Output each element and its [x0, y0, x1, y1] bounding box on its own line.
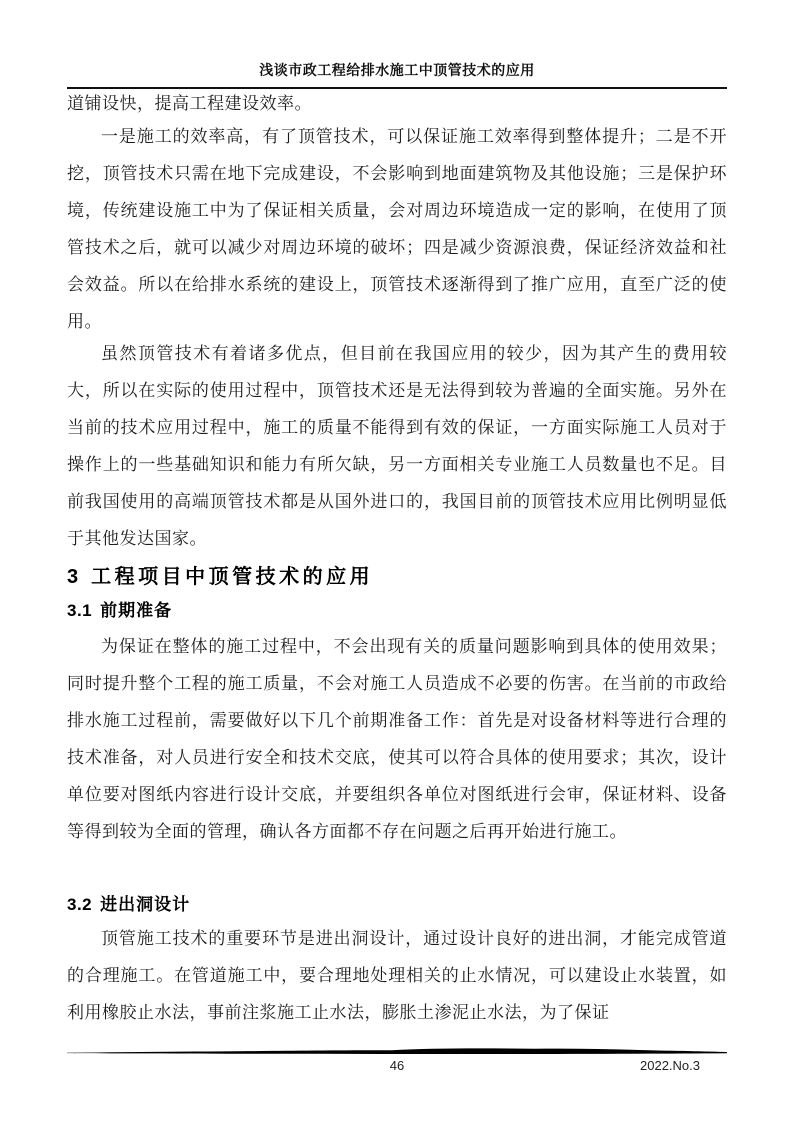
section-heading-3: [67, 560, 727, 589]
paragraph-preparation: 为保证在整体的施工过程中，不会出现有关的质量问题影响到具体的使用效果；同时提升整个工程的施工质量，不会对施工人员造成不必要的伤害。在当前的市政给排水施工过程前，需要做好以下几个前期准备工作：首先是对设备材料等进行合理的技术准备，对人员进行安全和技术交底，使其可以符合具体的使用要求；其次，设计单位要对图纸内容进行设计交底，并要组织各单位对图纸进行会审，保证材料、设备等得到较为全面的管理，确认各方面都不存在问题之后再开始进行施工。: [67, 637, 727, 841]
subsection-title: 进出洞设计: [100, 895, 191, 914]
section-title: 工程项目中顶管技术的应用: [91, 566, 374, 588]
subsection-title: 前期准备: [100, 601, 173, 620]
footer-rule: [67, 1046, 727, 1056]
paragraph-limitations: 虽然顶管技术有着诸多优点，但目前在我国应用的较少，因为其产生的费用较大，所以在实际的使用过程中，顶管技术还是无法得到较为普遍的全面实施。另外在当前的技术应用过程中，施工的质量不能得到有效的保证，一方面实际施工人员对于操作上的一些基础知识和能力有所欠缺，另一方面相关专业施工人员数量也不足。目前我国使用的高端顶管技术都是从国外进口的，我国目前的顶管技术应用比例明显低于其他发达国家。: [67, 344, 727, 548]
paragraph-continuation: 道铺设快，提高工程建设效率。: [67, 94, 312, 113]
subsection-number: 3.1: [67, 601, 93, 620]
footer-issue-label: 2022.No.3: [640, 1058, 700, 1073]
subsection-number: 3.2: [67, 895, 93, 914]
subsection-heading-3-1: [67, 596, 727, 621]
paragraph-advantages: 一是施工的效率高，有了顶管技术，可以保证施工效率得到整体提升；二是不开挖，顶管技术只需在地下完成建设，不会影响到地面建筑物及其他设施；三是保护环境，传统建设施工中为了保证相关质量，会对周边环境造成一定的影响，在使用了顶管技术之后，就可以减少对周边环境的破坏；四是减少资源浪费，保证经济效益和社会效益。所以在给排水系统的建设上，顶管技术逐渐得到了推广应用，直至广泛的使用。: [67, 127, 727, 331]
footer-page-number: 46: [389, 1058, 405, 1073]
paragraph-tunnel-design: 顶管施工技术的重要环节是进出洞设计，通过设计良好的进出洞，才能完成管道的合理施工。在管道施工中，要合理地处理相关的止水情况，可以建设止水装置，如利用橡胶止水法，事前注浆施工止水法，膨胀土渗泥止水法，为了保证: [67, 929, 727, 1022]
running-header-title: 浅谈市政工程给排水施工中顶管技术的应用: [259, 62, 535, 78]
subsection-heading-3-2: [67, 890, 727, 915]
section-number: 3: [67, 566, 79, 588]
